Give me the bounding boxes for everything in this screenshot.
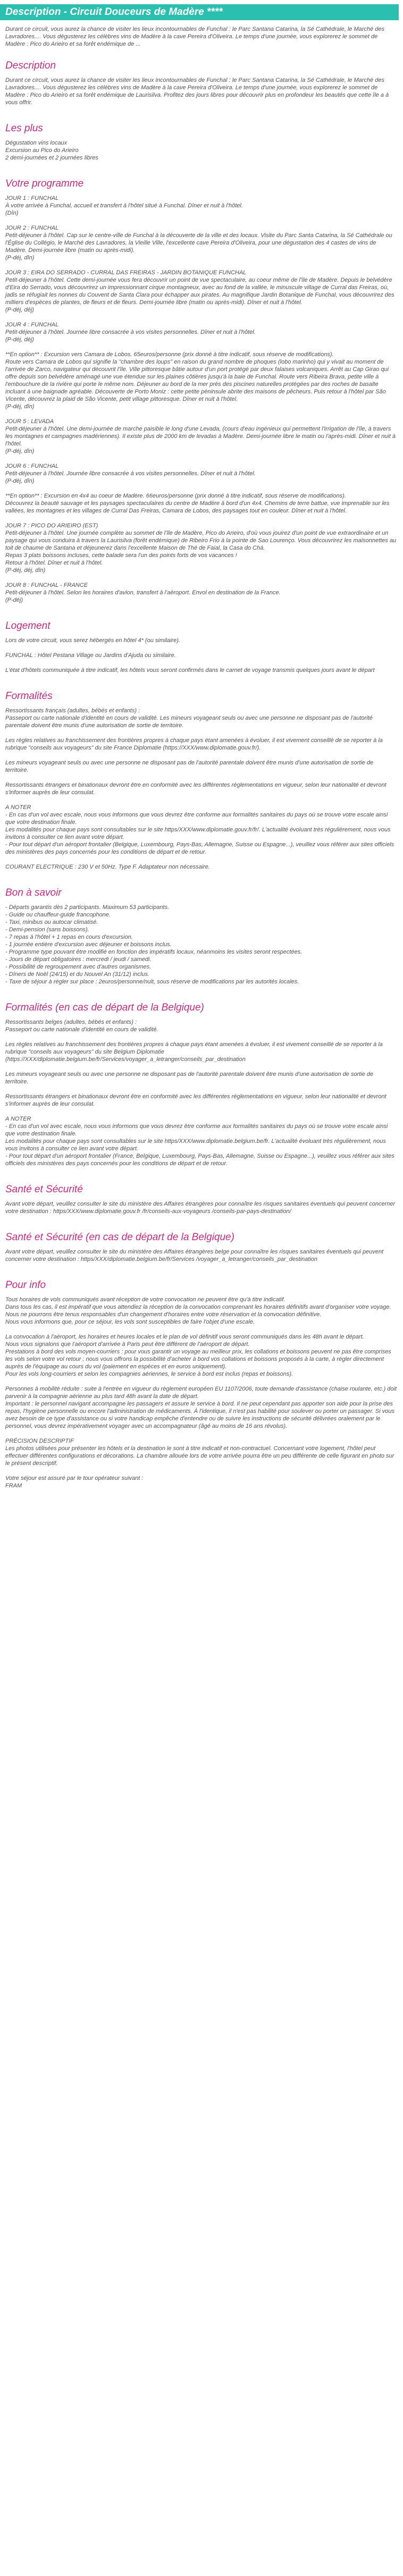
info-paragraph: [5, 1437, 398, 1467]
paragraph-line: - En cas d'un vol avec escale, nous vous informons que vous devrez être conforme aux formalités sanitaires du pays où se trouve votre escale ainsi que votre destination finale.: [5, 1123, 388, 1137]
logement-content: [5, 637, 398, 674]
paragraph-line: Les mineurs voyageant seuls ou avec une personne ne disposant pas de l'autorité parentale doivent être munis d'une autorisation de sortie de territoire.: [5, 1071, 374, 1085]
formalites-belgique-paragraph: [5, 1018, 398, 1033]
programme-day-text: [5, 195, 398, 217]
paragraph-line: Passeport ou carte nationale d'identité en cours de validité.: [5, 1026, 158, 1033]
programme-day: [5, 224, 398, 262]
programme-days: [5, 195, 398, 604]
programme-day-text: [5, 418, 398, 455]
programme-day-text: [5, 224, 398, 262]
programme-day-text: [5, 321, 398, 343]
formalites-belgique-content: [5, 1018, 398, 1167]
section-description: [5, 60, 398, 106]
info-paragraph: [5, 1475, 398, 1489]
programme-day-line: (P-déj, déj): [5, 307, 34, 313]
logement-paragraph: [5, 667, 398, 674]
section-heading-formalites: Formalités: [5, 691, 53, 702]
paragraph-line: Les règles relatives au franchissement des frontières propres à chaque pays étant amenées à évoluer, il est vivement conseillé de se reporter à la rubrique "conseils aux voyageurs" du site Belgium Diplomatie (https://XXX/diplomatie.belgium.be/fr/Services/voyager_a_letranger/conseils_par_destination: [5, 1041, 383, 1063]
paragraph-line: Les règles relatives au franchissement des frontières propres à chaque pays étant amenées à évoluer, il est vivement conseillé de se reporter à la rubrique "conseils aux voyageurs" du site France Diplomatie (https://XXX/www.diplomatie.gouv.fr/).: [5, 737, 383, 751]
programme-day-line: (P-déj, dîn): [5, 448, 35, 454]
paragraph-line: Votre séjour est assuré par le tour opérateur suivant :: [5, 1475, 144, 1481]
programme-day-title: JOUR 8 : FUNCHAL - FRANCE: [5, 582, 88, 588]
section-heading-programme: Votre programme: [5, 178, 84, 189]
programme-day-line: Petit-déjeuner à l'hôtel. Une demi-journée de marche paisible le long d'une Levada, (cours d'eau ingénieux qui permettent l'irrigation de l'île, à travers les montagnes et campagnes madériennes). Il existe plus de 2000 km de levadas à Madère. Demi-journée libre le matin ou l'après-midi. Dîner et nuit à l'hôtel.: [5, 426, 396, 447]
programme-day-line: À votre arrivée à Funchal, accueil et transfert à l'hôtel situé à Funchal. Dîner et nuit à l'hôtel.: [5, 203, 243, 209]
description-text: Durant ce circuit, vous aurez la chance de visiter les lieux incontournables de Funchal : le Parc Santana Catarina, la Sé Cathédrale, le Marché des Lavradores.... Vous dégusterez les célèbres vins de Madère à la cave Pereira d'Oliveira. Le temps d'une journée, vous explorerez le sommet de Madère : Pico do Arieiro et sa forêt endémique de Laurisilva. Profitez des jours libres pour découvrir plus en profondeur les beautés que cette île a à vous offrir.: [5, 77, 389, 106]
paragraph-line: Les modalités pour chaque pays sont consultables sur le site https/XXX/www.diplomatie.belgium.be/fr. L'actualité évoluant très régulièrement, nous vous invitons à consulter ce lien avant votre départ.: [5, 1138, 386, 1152]
paragraph-line: - En cas d'un vol avec escale, nous vous informons que vous devrez être conforme aux formalités sanitaires du pays où se trouve votre escale ainsi que votre destination finale.: [5, 812, 388, 826]
bon-a-savoir-item: - Jours de départ obligatoires : mercredi / jeudi / samedi.: [5, 956, 152, 963]
programme-day-title: JOUR 3 : EIRA DO SERRADO - CURRAL DAS FREIRAS - JARDIN BOTANIQUE FUNCHAL: [5, 270, 247, 276]
paragraph-line: A NOTER: [5, 804, 31, 811]
section-heading-pour-info: Pour info: [5, 1279, 46, 1291]
paragraph-line: FRAM: [5, 1483, 22, 1489]
bon-a-savoir-item: - Programme type pouvant être modifié en fonction des impératifs locaux, néanmoins les visites seront respectées.: [5, 949, 303, 955]
section-heading-bon-a-savoir: Bon à savoir: [5, 887, 62, 898]
paragraph-line: Personnes à mobilité réduite : suite à l'entrée en vigueur du règlement européen EU 1107/2006, toute demande d'assistance (chaise roulante, etc.) doit parvenir à la compagnie aérienne au plus tard 48h avant la date de départ.: [5, 1386, 397, 1400]
paragraph-line: Nous vous informons que, pour ce séjour, les vols sont susceptibles de faire l'objet d'une escale.: [5, 1319, 255, 1325]
section-sante: [5, 1183, 398, 1215]
formalites-belgique-paragraph: [5, 1093, 398, 1108]
section-heading-sante: Santé et Sécurité: [5, 1184, 83, 1195]
programme-day: [5, 582, 398, 604]
sante-text: Avant votre départ, veuillez consulter le site du ministère des Affaires étrangères pour connaître les risques sanitaires éventuels qui peuvent concerner votre destination : https/XXX/www.diplomatie.gouv.fr /fr/conseils-aux-voyageurs /conseils-par-pays-destination/: [5, 1201, 396, 1215]
info-paragraph: [5, 1296, 398, 1326]
paragraph-line: Nous ne pourrons être tenus responsables d'un changement d'horaires entre votre réservation et la convocation définitive.: [5, 1311, 322, 1318]
section-logement: [5, 620, 398, 674]
logement-paragraph: [5, 637, 398, 644]
plus-list: [5, 139, 398, 162]
formalites-paragraph: [5, 737, 398, 752]
programme-day-line: (P-déj, déj): [5, 336, 34, 343]
section-sante-belgique: [5, 1231, 398, 1263]
formalites-paragraph: [5, 863, 398, 871]
programme-day-line: Repas 3 plats boissons incluses, cette balade sera l'un des points forts de vos vacances !: [5, 552, 237, 559]
paragraph-line: Important : le personnel navigant accompagne les passagers et assure le service à bord. Il ne peut cependant pas apporter son aide pour la prise des repas, l'hygiène personnelle ou encore l'administration de médicaments. À l'identique, il n'est pas habilité pour soulever ou porter un passager. Si vous avez besoin de ce type d'assistance ou si votre handicap empêche d'entendre ou de suivre les instructions de sécurité délivrées oralement par le personnel, vous devrez impérativement voyager avec un accompagnateur (âgé au moins de 16 ans révolus).: [5, 1401, 394, 1429]
section-heading-formalites-belgique: Formalités (en cas de départ de la Belgique): [5, 1002, 204, 1013]
sante-belgique-text: Avant votre départ, veuillez consulter le site du ministère des Affaires étrangères belge pour connaître les risques sanitaires éventuels qui peuvent concerner votre destination : https/XXX/diplomatie.belgium.be/fr/Services /voyager_a_letranger/conseils_par_destination: [5, 1249, 384, 1262]
paragraph-line: Prestations à bord des vols moyen-courriers : pour vous garantir un voyage au meilleur prix, les collations et boissons peuvent ne pas être comprises les vols selon votre vol retour ; nous vous offrons la possibilité d'acheter à bord vos collations et boissons proposés à la carte, à régler directement auprès de l'équipage au cours du vol (paiement en espèces et en euros uniquement).: [5, 1349, 391, 1370]
paragraph-line: Ressortissants étrangers et binationaux devront être en conformité avec les différentes réglementations en vigueur, selon leur nationalité et devront s'informer auprès de leur consulat.: [5, 782, 387, 796]
bon-a-savoir-item: - Départs garantis dès 2 participants. Maximum 53 participants.: [5, 904, 170, 911]
programme-day: [5, 492, 398, 515]
programme-day-line: (P-déj, déj, dîn): [5, 567, 46, 574]
section-plus: [5, 122, 398, 162]
section-heading-plus: Les plus: [5, 123, 43, 134]
programme-day-line: Petit-déjeuner à l'hôtel. Cap sur le centre-ville de Funchal à la découverte de la ville et des locaux. Visite du Parc Santa Catarina, la Sé Cathédrale ou l'Église du Collégio, le Marché des Lavradores, la Vieille Ville, l'excellente cave Pereira d'Oliveira, pour une dégustation des 4 castes de vins de Madère. Demi-journée libre (matin ou après-midi).: [5, 232, 392, 254]
paragraph-line: Lors de votre circuit, vous serez hébergés en hôtel 4* (ou similaire).: [5, 637, 180, 644]
programme-day-line: Petit-déjeuner à l'hôtel. Cette demi-journée vous fera découvrir un point de vue spectaculaire, au coeur même de l'île de Madère. Depuis le belvédère d'Eira do Serrado, vous découvrirez un impressionnant cirque montagneux, avec au fond de la vallée, le minuscule village de Curral das Freiras, où, jadis se réfugiait les nonnes du Couvent de Santa Clara pour échapper aux pirates. Au magnifique Jardin Botanique de Funchal, vous découvrirez des milliers d'espèces de plantes, de fleurs et de fleurs. Demi-journée libre (matin ou après-midi). Dîner et nuit à l'hôtel.: [5, 277, 394, 306]
programme-day-line: Retour à l'hôtel. Dîner et nuit à l'hôtel.: [5, 560, 103, 566]
bon-a-savoir-item: - Demi-pension (sans boissons).: [5, 927, 89, 933]
formalites-belgique-paragraph: [5, 1071, 398, 1085]
section-heading-sante-belgique: Santé et Sécurité (en cas de départ de la Belgique): [5, 1232, 234, 1243]
intro-text: Durant ce circuit, vous aurez la chance de visiter les lieux incontournables de Funchal : le Parc Santana Catarina, la Sé Cathédrale, le Marché des Lavradores.... Vous dégusterez les célèbres vins de Madère à la cave Pereira d'Oliveira. Le temps d'une journée, vous explorerez le sommet de Madère : Pico do Arieiro et sa forêt endémique de ...: [5, 26, 384, 47]
programme-day: [5, 522, 398, 574]
programme-day: [5, 462, 398, 485]
content: [0, 26, 403, 1489]
bon-a-savoir-item: - Guide ou chauffeur-guide francophone.: [5, 912, 111, 918]
paragraph-line: Passeport ou carte nationale d'identité en cours de validité. Les mineurs voyageant seuls ou avec une personne ne disposant pas de l'autorité parentale doivent être munis d'une autorisation de sortie de territoire.: [5, 715, 373, 729]
programme-day-line: Petit-déjeuner à l'hôtel. Une journée complète au sommet de l'île de Madère, Pico do Arieiro, d'où vous jouirez d'un point de vue extraordinaire et un paysage qui vous conduira à travers la Laurisilva (forêt endémique) de Ribeiro Frio à la pointe de Sao Lourenço. Vous découvrirez les maisonnettes au toit de chaume de Santana et déjeunerez dans l'excellente Maison de Thé de Faial, la Casa do Chá.: [5, 530, 397, 551]
formalites-content: [5, 707, 398, 871]
programme-day: [5, 351, 398, 410]
section-programme: [5, 178, 398, 604]
section-heading-logement: Logement: [5, 620, 51, 632]
programme-day-title: JOUR 2 : FUNCHAL: [5, 225, 59, 231]
section-formalites-belgique: [5, 1001, 398, 1167]
bon-a-savoir-item: - 7 repas à l'hôtel + 1 repas en cours d'excursion.: [5, 934, 133, 940]
paragraph-line: A NOTER: [5, 1116, 31, 1122]
programme-day-line: Petit-déjeuner à l'hôtel. Journée libre consacrée à vos visites personnelles. Dîner et nuit à l'hôtel.: [5, 470, 256, 477]
programme-day-line: Route vers Camara de Lobos qui signifie la "chambre des loups" en raison du grand nombre de phoques (lobo marinho) qui y vivait au moment de l'arrivée de Zarco, navigateur qui découvrit l'île. Ville pittoresque bâtie autour d'un port protégé par deux falaises volcaniques. Arrêt au Cap Girao qui offre depuis son belvédère aménagé une vue étendue sur les plaines côtières jusqu'à la baie de Funchal. Route vers Ribeira Brava, petite ville à l'embouchure de la rivière qui porte le même nom. Déjeuner au bord de la mer près des piscines naturelles protégées par des roches de basalte incluant à une baignade agréable. Découverte de Porto Moniz : cette petite péninsule abrite des maisons de pêcheurs. Puis retour à l'hôtel par São Vicente, découvrez la plaid de São Vicente, petit village pittoresque. Dîner et nuit à l'hôtel.: [5, 359, 389, 402]
programme-day-title: JOUR 7 : PICO DO ARIEIRO (EST): [5, 523, 98, 529]
plus-item: Dégustation vins locaux: [5, 140, 68, 146]
formalites-belgique-paragraph: [5, 1041, 398, 1063]
programme-day-line: Petit-déjeuner à l'hôtel. Journée libre consacrée à vos visites personnelles. Dîner et nuit à l'hôtel.: [5, 329, 256, 335]
bon-a-savoir-item: - 1 journée entière d'excursion avec déjeuner et boissons inclus.: [5, 941, 172, 948]
paragraph-line: L'état d'hôtels communiquée à titre indicatif, les hôtels vous seront confirmés dans le carnet de voyage transmis quelques jours avant le départ: [5, 667, 375, 674]
programme-day-line: (P-déj, dîn): [5, 478, 35, 484]
plus-item: Excursion au Pico do Arieiro: [5, 147, 79, 154]
programme-day: [5, 269, 398, 314]
paragraph-line: - Pour tout départ d'un aéroport frontalier (Belgique, Luxembourg, Pays-Bas, Allemagne, Suisse ou Espagne...), veuillez vous référer aux sites officiels des ministères des pays concernés pour les conditions de départ et de retour.: [5, 841, 394, 855]
bon-a-savoir-item: - Dîners de Noël (24/15) et du Nouvel An (31/12) inclus.: [5, 971, 150, 978]
bon-a-savoir-item: - Possibilité de regroupement avec d'autres organismes.: [5, 964, 152, 970]
programme-day-text: [5, 269, 398, 314]
paragraph-line: - Pour tout départ d'un aéroport frontalier (France, Belgique, Luxembourg, Pays-Bas, Allemagne, Suisse ou Espagne...), veuillez vous référer aux sites officiels des ministères des pays concernés pour les conditions de départ et de retour.: [5, 1153, 394, 1167]
programme-day-text: [5, 522, 398, 574]
logement-paragraph: [5, 652, 398, 659]
formalites-paragraph: [5, 707, 398, 729]
paragraph-line: La convocation à l'aéroport, les horaires et heures locales et le plan de vol définitif vous seront communiqués dans les 48h avant le départ.: [5, 1334, 364, 1340]
programme-day-text: [5, 462, 398, 485]
page-title: Description - Circuit Douceurs de Madère ****: [0, 4, 399, 20]
info-paragraph: [5, 1333, 398, 1378]
paragraph-line: Dans tous les cas, il est impératif que vous attendiez la réception de la convocation comprenant les horaires définitifs avant d'organiser votre voyage.: [5, 1304, 391, 1310]
bon-a-savoir-item: - Taxe de séjour à régler sur place : 2euros/personne/nuit, sous réserve de modifications par les autorités locales.: [5, 979, 299, 985]
paragraph-line: Ressortissants étrangers et binationaux devront être en conformité avec les différentes réglementations en vigueur, selon leur nationalité et devront s'informer auprès de leur consulat.: [5, 1093, 387, 1107]
formalites-paragraph: [5, 759, 398, 774]
page: [0, 4, 403, 1518]
programme-day-line: (P-déj, dîn): [5, 255, 35, 261]
paragraph-line: Les modalités pour chaque pays sont consultables sur le site https/XXX/www.diplomatie.gouv.fr/fr/. L'actualité évoluant très régulièrement, nous vous invitons à consulter ce lien avant votre départ.: [5, 827, 391, 840]
section-pour-info: [5, 1279, 398, 1489]
programme-day: [5, 195, 398, 217]
programme-day-line: Découvrez la beauté sauvage et les paysages spectaculaires du centre de Madère à bord d'un 4x4. Chemins de terre battue, vue imprenable sur les vallées, les montagnes et les villages de Curral Das Freiras, Camara de Lobos, des paysages tout en couleur. Dîner et nuit à l'hôtel.: [5, 500, 390, 514]
programme-day-title: JOUR 1 : FUNCHAL: [5, 195, 59, 201]
paragraph-line: Les photos utilisées pour présenter les hôtels et la destination le sont à titre indicatif et non-contractuel. Concernant votre logement, l'hôtel peut effectuer différentes configurations et décorations. La chambre allouée lors de votre arrivée pourra être un peu différente de celle figurant en photo sur le présent descriptif.: [5, 1445, 394, 1467]
paragraph-line: FUNCHAL : Hôtel Pestana Village ou Jardins d'Ajuda ou similaire.: [5, 652, 176, 659]
programme-day: [5, 418, 398, 455]
bon-a-savoir-item: - Taxi, minibus ou autocar climatisé.: [5, 919, 98, 925]
info-paragraph: [5, 1385, 398, 1430]
programme-day-line: (Dîn): [5, 210, 19, 216]
programme-day-title: JOUR 4 : FUNCHAL: [5, 322, 59, 328]
bon-a-savoir-list: [5, 904, 398, 986]
section-bon-a-savoir: [5, 887, 398, 986]
programme-day-line: Petit-déjeuner à l'hôtel. Selon les horaires d'avion, transfert à l'aéroport. Envol en destination de la France.: [5, 590, 281, 596]
info-content: [5, 1296, 398, 1489]
section-formalites: [5, 690, 398, 871]
programme-day-text: [5, 582, 398, 604]
programme-day: [5, 321, 398, 343]
formalites-paragraph: [5, 804, 398, 856]
paragraph-line: Pour les vols long-courriers et selon les compagnies aériennes, le service à bord est inclus (repas et boissons).: [5, 1371, 293, 1377]
paragraph-line: Ressortissants français (adultes, bébés et enfants) :: [5, 708, 140, 714]
paragraph-line: Tous horaires de vols communiqués avant réception de votre convocation ne peuvent être qu'à titre indicatif.: [5, 1297, 286, 1303]
programme-day-title: JOUR 6 : FUNCHAL: [5, 463, 59, 469]
programme-day-title: **En option** : Excursion vers Camara de Lobos. 65euros/personne (prix donné à titre indicatif, sous réserve de modifications).: [5, 351, 334, 358]
paragraph-line: Ressortissants belges (adultes, bébés et enfants) :: [5, 1019, 137, 1025]
section-heading-description: Description: [5, 60, 56, 71]
programme-day-line: (P-déj): [5, 597, 23, 603]
programme-day-line: (P-déj, dîn): [5, 403, 35, 410]
formalites-paragraph: [5, 781, 398, 796]
formalites-belgique-paragraph: [5, 1115, 398, 1167]
paragraph-line: Nous vous signalons que l'aéroport d'arrivée à Paris peut être différent de l'aéroport de départ.: [5, 1341, 250, 1348]
paragraph-line: COURANT ELECTRIQUE : 230 V et 50Hz. Type F. Adaptateur non nécessaire.: [5, 864, 210, 870]
programme-day-text: [5, 492, 398, 515]
paragraph-line: PRÉCISION DESCRIPTIF: [5, 1438, 74, 1444]
programme-day-title: **En option** : Excursion en 4x4 au coeur de Madère. 66euros/personne (prix donné à titre indicatif, sous réserve de modifications).: [5, 493, 346, 499]
plus-item: 2 demi-journées et 2 journées libres: [5, 155, 98, 161]
programme-day-title: JOUR 5 : LEVADA: [5, 418, 54, 425]
programme-day-text: [5, 351, 398, 410]
paragraph-line: Les mineurs voyageant seuls ou avec une personne ne disposant pas de l'autorité parentale doivent être munis d'une autorisation de sortie de territoire.: [5, 760, 374, 773]
